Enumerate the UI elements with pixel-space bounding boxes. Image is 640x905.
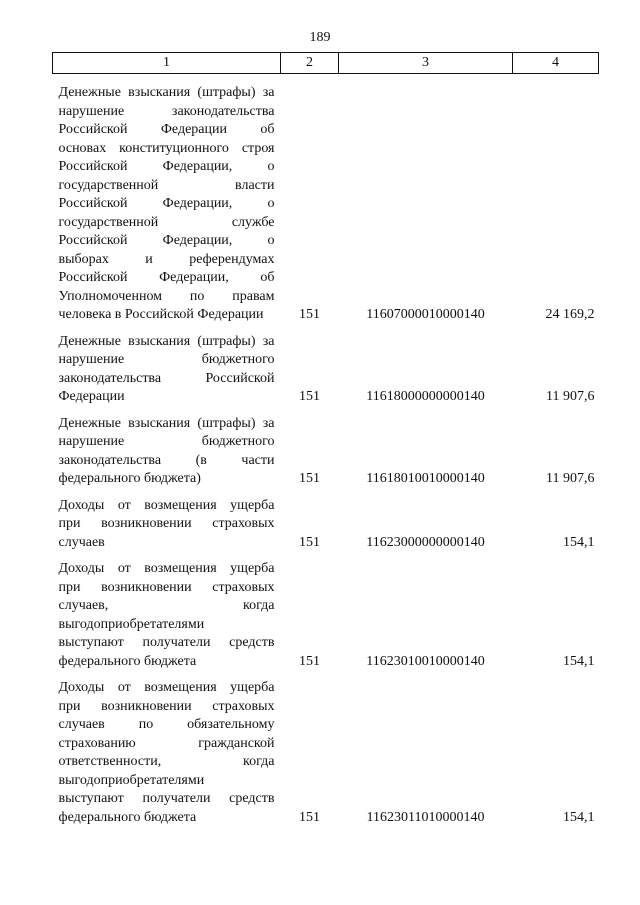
revenue-name-line: Российской Федерации, о: [58, 159, 275, 174]
classification-code-cell: 11623000000000140: [366, 534, 485, 550]
amount-cell: 11 907,6: [546, 389, 595, 404]
revenue-name-line: нарушение бюджетного: [58, 352, 275, 367]
amount-cell: 154,1: [563, 653, 595, 669]
amount-cell: 154,1: [563, 809, 595, 825]
header-row: [53, 53, 599, 74]
revenue-name-cell: [53, 489, 281, 553]
table-row: [53, 407, 599, 489]
revenue-table: [52, 52, 599, 827]
column-header-4: 4: [513, 53, 599, 74]
table-row: [53, 671, 599, 827]
revenue-name-line: законодательства Российской: [58, 370, 275, 386]
revenue-name-line: государственной власти: [58, 177, 275, 193]
revenue-name-line: страхованию гражданской: [58, 735, 275, 751]
revenue-name-line: государственной службе: [58, 214, 275, 230]
revenue-name-line: случаев: [58, 534, 105, 550]
revenue-name-line: Федерации: [58, 389, 125, 404]
admin-code-cell: 151: [299, 809, 320, 825]
revenue-name-line: случаев, когда: [58, 598, 275, 613]
revenue-name-line: при возникновении страховых: [58, 579, 275, 595]
revenue-name-line: нарушение законодательства: [58, 103, 275, 119]
revenue-name-cell: [53, 552, 281, 671]
column-header-2: 2: [281, 53, 339, 74]
revenue-name-line: выступают получатели средств: [58, 635, 275, 650]
revenue-name-line: при возникновении страховых: [58, 516, 275, 531]
revenue-name-cell: [53, 407, 281, 489]
revenue-name-line: выборах и референдумах: [58, 251, 275, 267]
admin-code-cell: 151: [299, 534, 320, 550]
revenue-name-line: Российской Федерации, об: [58, 270, 275, 285]
revenue-name-line: выгодоприобретателями: [58, 616, 205, 632]
classification-code-cell: 11607000010000140: [366, 307, 485, 322]
admin-code-cell: 151: [299, 389, 320, 404]
page-number: 189: [309, 30, 331, 45]
revenue-name-line: Доходы от возмещения ущерба: [58, 680, 275, 695]
classification-code-cell: 11618010010000140: [366, 471, 485, 486]
amount-cell: 154,1: [563, 534, 595, 550]
admin-code-cell: 151: [299, 653, 320, 669]
admin-code-cell: 151: [299, 307, 320, 322]
revenue-name-line: федерального бюджета: [58, 809, 197, 825]
admin-code-cell: 151: [299, 471, 320, 486]
classification-code-cell: 11618000000000140: [366, 389, 485, 404]
revenue-name-line: выступают получатели средств: [58, 791, 275, 806]
revenue-name-line: федерального бюджета: [58, 653, 197, 669]
column-header-1: 1: [53, 53, 281, 74]
revenue-name-line: при возникновении страховых: [58, 698, 275, 714]
classification-code-cell: 11623010010000140: [366, 653, 485, 669]
revenue-name-cell: [53, 671, 281, 827]
revenue-name-line: случаев по обязательному: [58, 717, 275, 732]
revenue-name-line: Российской Федерации, о: [58, 233, 275, 248]
revenue-name-line: Российской Федерации об: [58, 122, 275, 137]
amount-cell: 24 169,2: [545, 307, 595, 322]
table-row: [53, 74, 599, 325]
revenue-name-line: Денежные взыскания (штрафы) за: [58, 415, 275, 431]
revenue-name-cell: [53, 74, 281, 325]
revenue-name-line: Российской Федерации, о: [58, 196, 275, 211]
revenue-name-line: нарушение бюджетного: [58, 434, 275, 449]
table-row: [53, 489, 599, 553]
table-row: [53, 552, 599, 671]
amount-cell: 11 907,6: [546, 471, 595, 486]
revenue-name-line: Денежные взыскания (штрафы) за: [58, 85, 275, 100]
revenue-name-line: человека в Российской Федерации: [58, 307, 264, 322]
revenue-name-line: федерального бюджета): [58, 471, 201, 486]
revenue-name-line: законодательства (в части: [58, 452, 275, 468]
revenue-name-line: Доходы от возмещения ущерба: [58, 497, 275, 513]
column-header-3: 3: [339, 53, 513, 74]
revenue-name-line: выгодоприобретателями: [58, 772, 205, 788]
table-body: [53, 74, 599, 828]
table-row: [53, 325, 599, 407]
revenue-name-line: Уполномоченном по правам: [58, 288, 275, 304]
revenue-name-line: Доходы от возмещения ущерба: [58, 561, 275, 576]
revenue-name-line: Денежные взыскания (штрафы) за: [58, 333, 275, 349]
revenue-name-cell: [53, 325, 281, 407]
revenue-name-line: основах конституционного строя: [58, 140, 275, 156]
revenue-name-line: ответственности, когда: [58, 754, 275, 769]
classification-code-cell: 11623011010000140: [366, 809, 485, 825]
